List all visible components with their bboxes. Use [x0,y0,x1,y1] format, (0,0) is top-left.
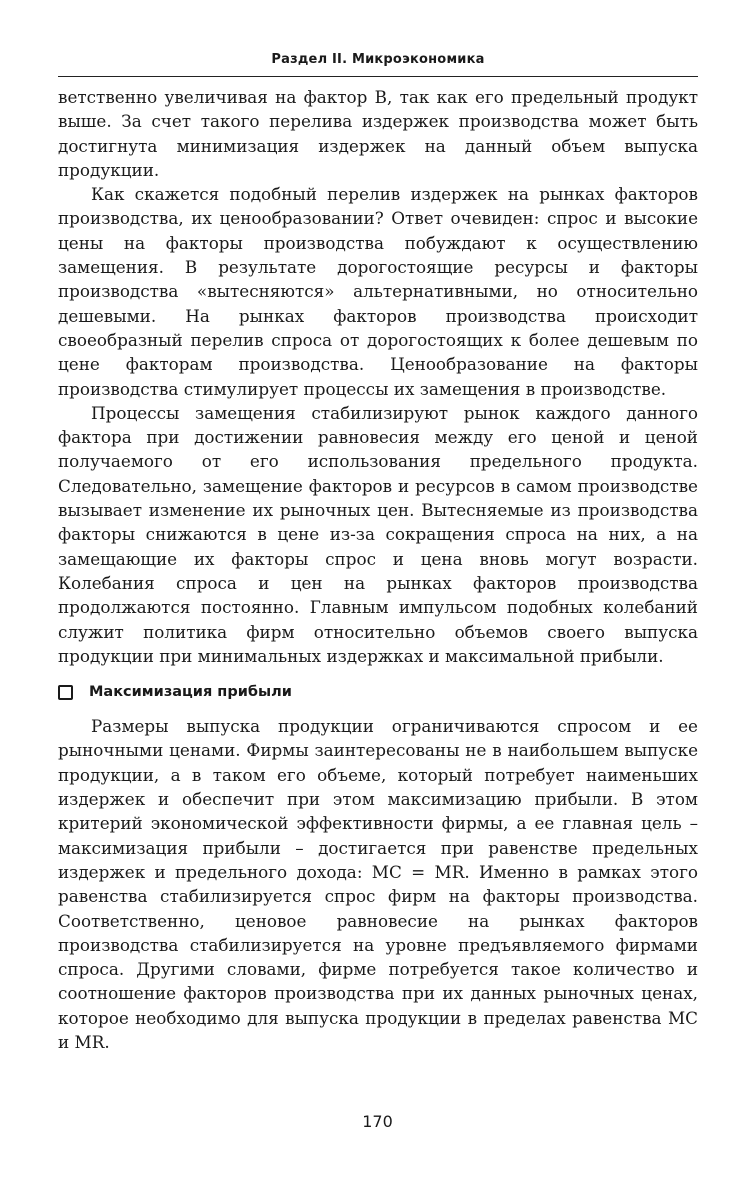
running-title: Раздел II. Микроэкономика [271,52,485,67]
paragraph-2: Как скажется подобный перелив издержек на рынках факторов производства, их ценообразовании? Ответ очевиден: спрос и высокие цены на факторы производства побуждают к осуществлению замещения. В результате дорогостоящие ресурсы и факторы производства «вытесняются» альтернативными, но относительно дешевыми. На рынках факторов производства происходит своеобразный перелив спроса от дорогостоящих к более дешевым по цене факторам производства. Ценообразование на факторы производства стимулирует процессы их замещения в производстве. [58,184,698,399]
body-text [58,85,698,668]
book-page [58,50,698,1054]
section-heading [58,684,698,700]
paragraph-4: Размеры выпуска продукции ограничиваются спросом и ее рыночными ценами. Фирмы заинтересованы не в наибольшем выпуске продукции, а в таком его объеме, который потребует наименьших издержек и обеспечит при этом максимизацию прибыли. В этом критерий экономической эффективности фирмы, а ее главная цель – максимизация прибыли – достигается при равенстве предельных издержек и предельного дохода: MC = MR. Именно в рамках этого равенства стабилизируется спрос фирм на факторы производства. Соответственно, ценовое равновесие на рынках факторов производства стабилизируется на уровне предъявляемого фирмами спроса. Другими словами, фирме потребуется такое количество и соотношение факторов производства при их данных рыночных ценах, которое необходимо для выпуска продукции в пределах равенства MC и MR. [58,716,698,1052]
header-rule [58,76,698,77]
checkbox-icon [58,685,73,700]
paragraph-1: ветственно увеличивая на фактор В, так как его предельный продукт выше. За счет такого перелива издержек производства может быть достигнута минимизация издержек на данный объем выпуска продукции. [58,87,698,180]
page-number: 170 [362,1112,393,1131]
paragraph-3: Процессы замещения стабилизируют рынок каждого данного фактора при достижении равновесия между его ценой и ценой получаемого от его использования предельного продукта. Следовательно, замещение факторов и ресурсов в самом производстве вызывает изменение их рыночных цен. Вытесняемые из производства факторы снижаются в цене из-за сокращения спроса на них, а на замещающие их факторы спрос и цена вновь могут возрасти. Колебания спроса и цен на рынках факторов производства продолжаются постоянно. Главным импульсом подобных колебаний служит политика фирм относительно объемов своего выпуска продукции при минимальных издержках и максимальной прибыли. [58,402,698,666]
section-body-text [58,714,698,1054]
section-heading-text: Максимизация прибыли [89,684,292,701]
